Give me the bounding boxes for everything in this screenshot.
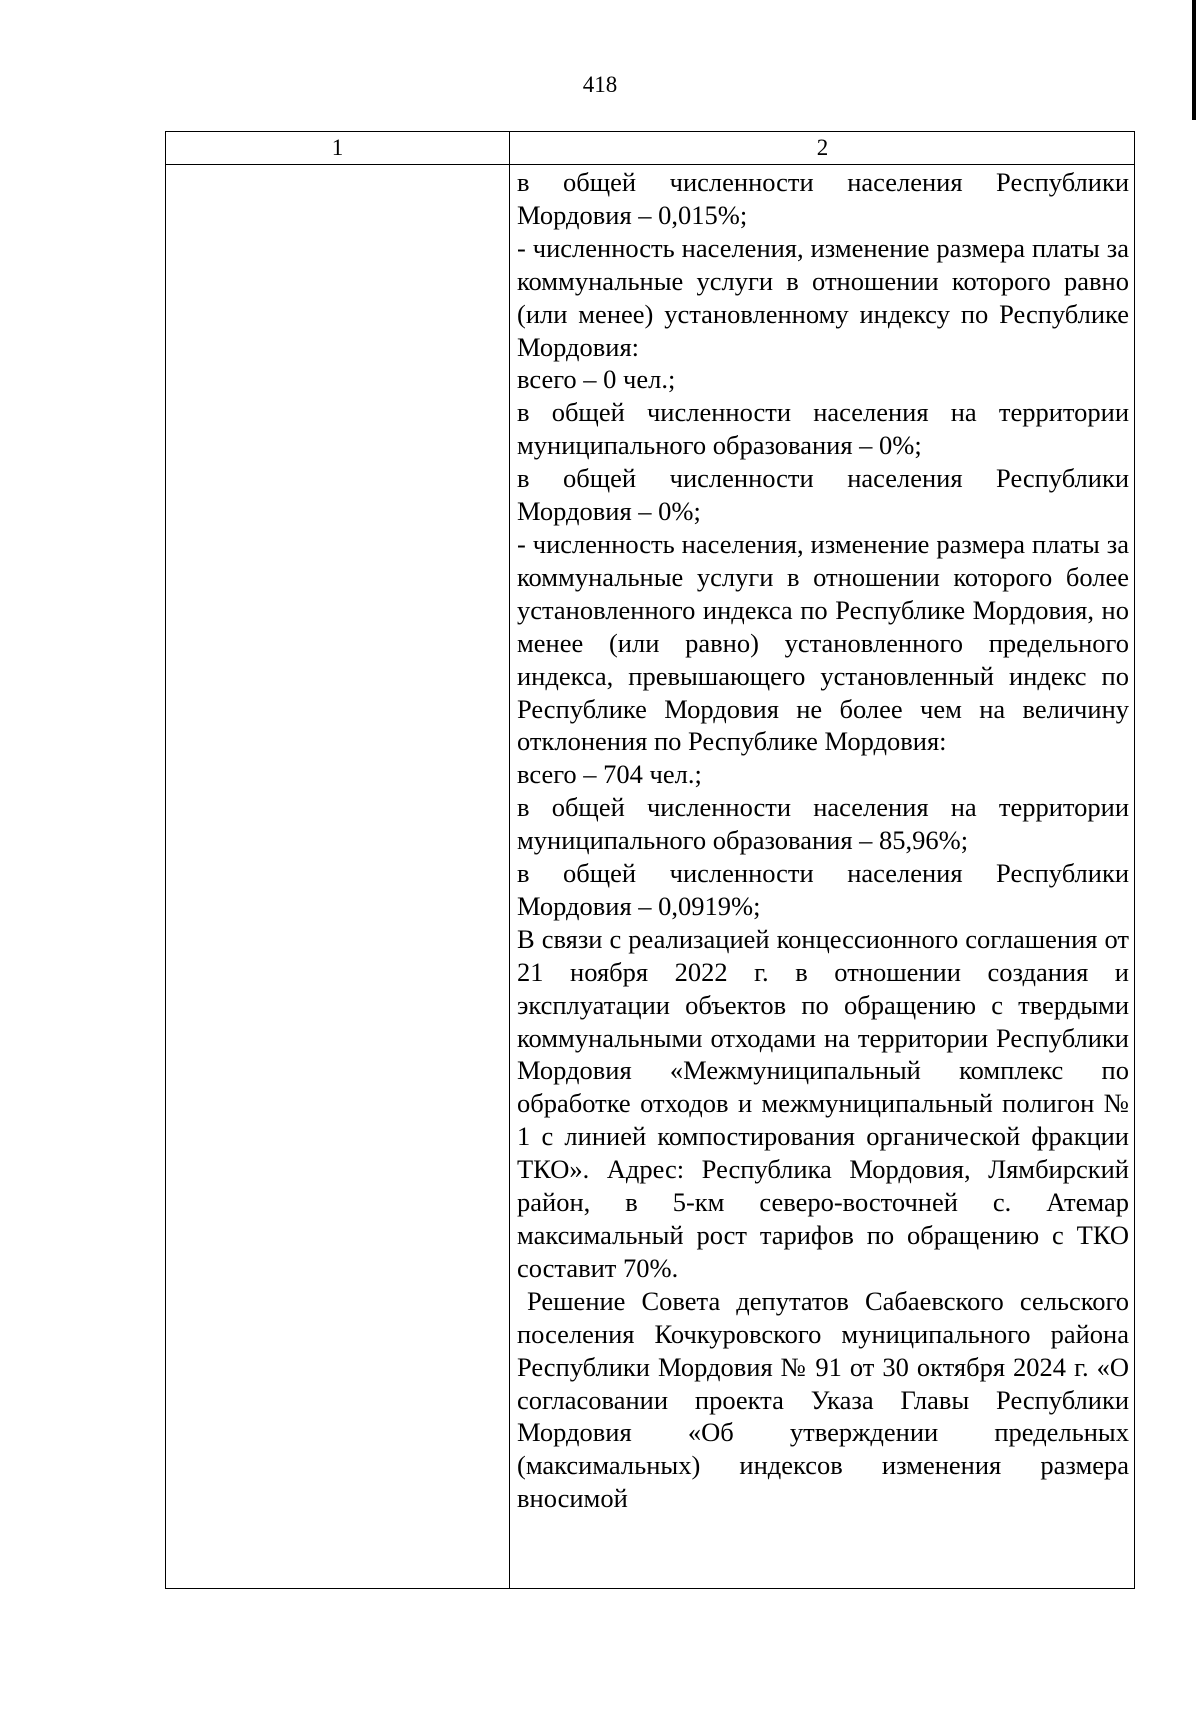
paragraph: в общей численности населения Республики Мордовия – 0,015%;	[517, 167, 1129, 230]
paragraph: в общей численности населения Республики Мордовия – 0,0919%;	[517, 858, 1129, 921]
paragraph: всего – 0 чел.;	[517, 364, 676, 395]
column-2-cell	[517, 166, 1129, 1515]
paragraph: - численность населения, изменение размера платы за коммунальные услуги в отношении которого более установленного индекса по Республике Мордовия, но менее (или равно) установленного предельного индекса, превышающего установленный индекс по Республике Мордовия не более чем на величину отклонения по Республике Мордовия:	[517, 528, 1129, 757]
scan-edge-mark	[1192, 0, 1196, 120]
paragraph: всего – 704 чел.;	[517, 759, 702, 790]
paragraph: - численность населения, изменение размера платы за коммунальные услуги в отношении которого равно (или менее) установленному индексу по Республике Мордовия:	[517, 232, 1129, 362]
column-header-1: 1	[331, 135, 344, 160]
page-number: 418	[582, 72, 618, 97]
paragraph: В связи с реализацией концессионного соглашения от 21 ноября 2022 г. в отношении создания и эксплуатации объектов по обращению с твердыми коммунальными отходами на территории Республики Мордовия «Межмуниципальный комплекс по обработке отходов и межмуниципальный полигон № 1 с линией компостирования органической фракции ТКО». Адрес: Республика Мордовия, Лямбирский район, в 5-км северо-восточней с. Атемар максимальный рост тарифов по обращению с ТКО составит 70%.	[517, 923, 1129, 1283]
document-table	[165, 131, 1135, 1589]
paragraph: в общей численности населения на территории муниципального образования – 85,96%;	[517, 792, 1129, 856]
table-header-row	[166, 132, 1134, 165]
column-header-2: 2	[816, 135, 829, 160]
paragraph: в общей численности населения Республики Мордовия – 0%;	[517, 463, 1129, 527]
paragraph: Решение Совета депутатов Сабаевского сельского поселения Кочкуровского муниципального района Республики Мордовия № 91 от 30 октября 2024 г. «О согласовании проекта Указа Главы Республики Мордовия «Об утверждении предельных (максимальных) индексов изменения размера вносимой	[517, 1285, 1129, 1514]
paragraph: в общей численности населения на территории муниципального образования – 0%;	[517, 397, 1129, 461]
column-divider	[509, 132, 510, 1588]
